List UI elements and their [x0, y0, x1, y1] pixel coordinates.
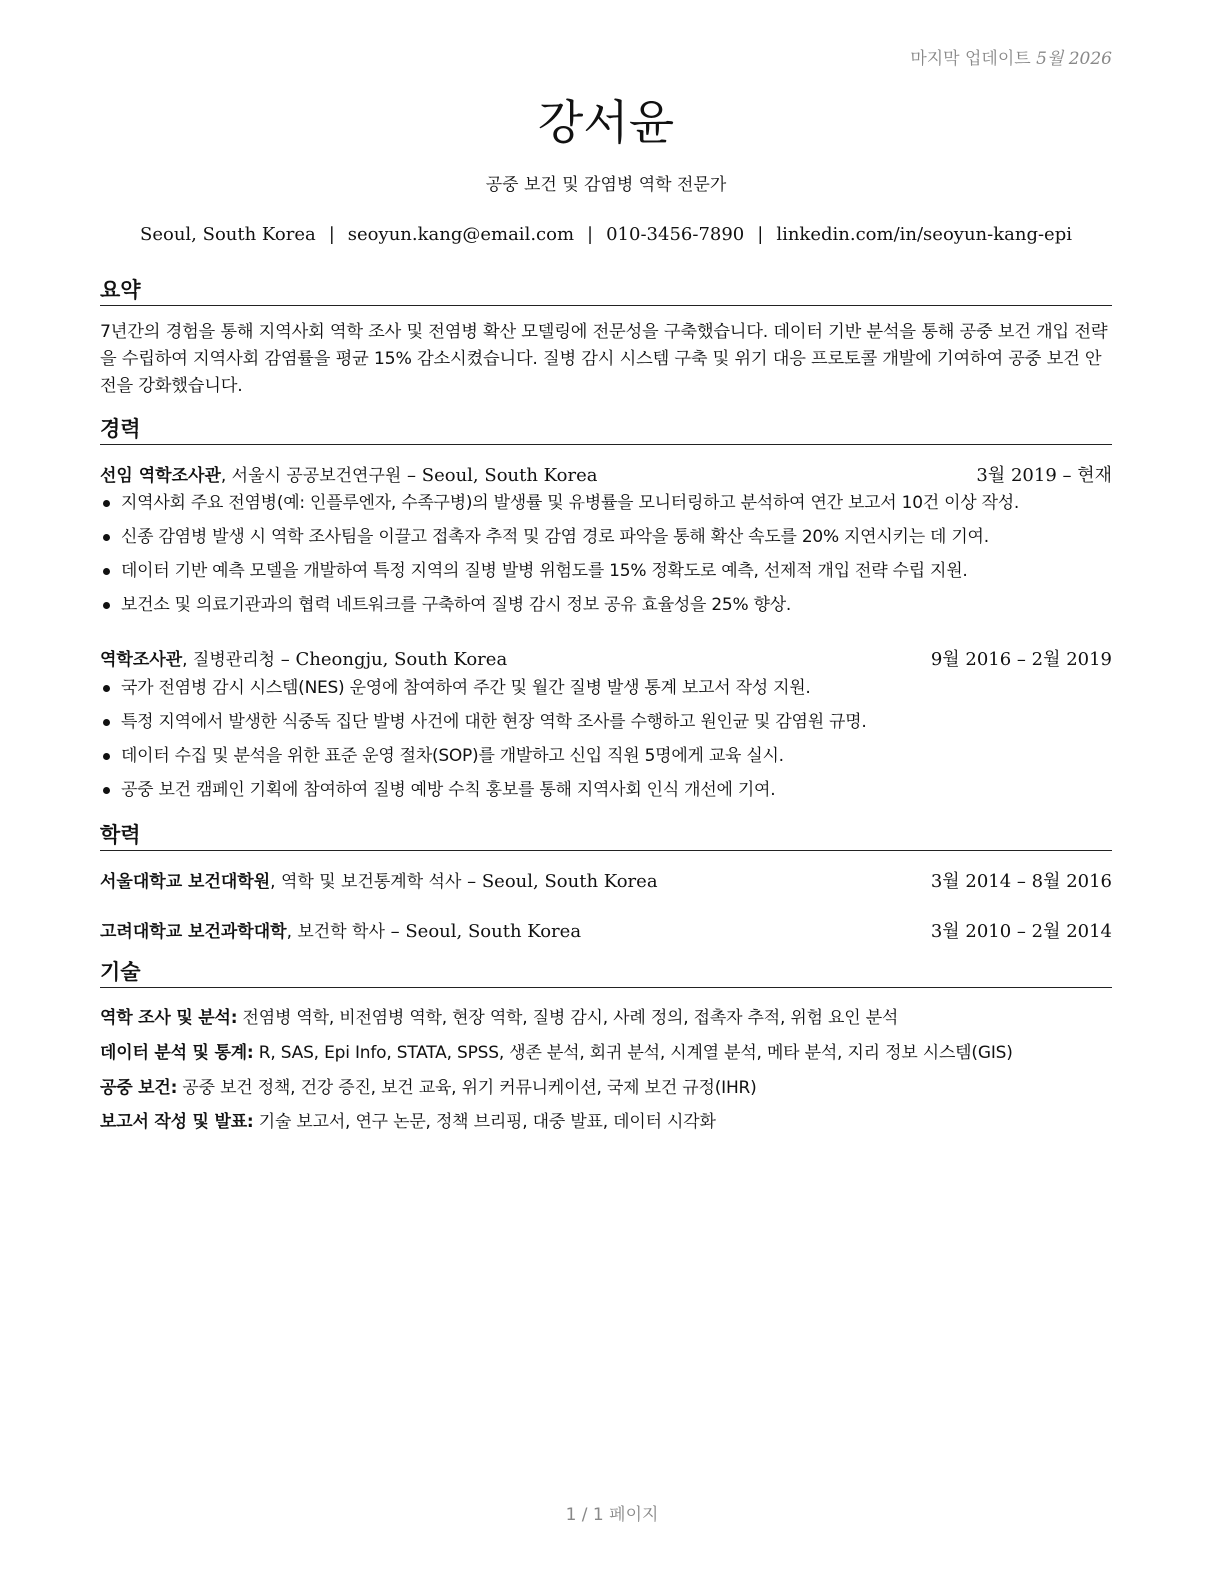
job-location: – Seoul, South Korea: [401, 465, 598, 486]
contact-location: Seoul, South Korea: [140, 224, 316, 245]
page-indicator: 1 / 1 페이지: [565, 1505, 659, 1525]
last-updated: [910, 44, 1112, 69]
education-degree: , 보건학 학사: [286, 922, 385, 942]
contact-email[interactable]: seoyun.kang@email.com: [347, 224, 575, 245]
education-dates: 3월 2014 – 8월 2016: [930, 871, 1112, 892]
job-org: , 서울시 공공보건연구원: [220, 466, 402, 486]
skill-value: 전염병 역학, 비전염병 역학, 현장 역학, 질병 감시, 사례 정의, 접촉자 추적, 위험 요인 분석: [237, 1008, 899, 1028]
contact-line: [100, 224, 1112, 245]
section-title-summary: 요약: [100, 277, 1112, 306]
job-dates: 3월 2019 – 현재: [976, 465, 1112, 486]
job-org: , 질병관리청: [182, 650, 276, 670]
education-entry: [100, 917, 1112, 943]
skill-line: [100, 1073, 1112, 1098]
contact-separator: |: [328, 224, 335, 245]
education-degree: , 역학 및 보건통계학 석사: [270, 872, 462, 892]
skill-line: [100, 1038, 1112, 1063]
job-header: [100, 461, 1112, 487]
job-bullet: 신종 감염병 발생 시 역학 조사팀을 이끌고 접촉자 추적 및 감염 경로 파악을 통해 확산 속도를 20% 지연시키는 데 기여.: [100, 524, 1130, 558]
skill-value: 기술 보고서, 연구 논문, 정책 브리핑, 대중 발표, 데이터 시각화: [253, 1112, 716, 1132]
skill-label: 데이터 분석 및 통계:: [100, 1043, 254, 1063]
job-bullet: 특정 지역에서 발생한 식중독 집단 발병 사건에 대한 현장 역학 조사를 수행하고 원인균 및 감염원 규명.: [100, 709, 1130, 743]
section-title-skills: 기술: [100, 959, 1112, 988]
job-dates: 9월 2016 – 2월 2019: [930, 649, 1112, 670]
education-dates: 3월 2010 – 2월 2014: [930, 921, 1112, 942]
contact-separator: |: [757, 224, 764, 245]
education-location: – Seoul, South Korea: [384, 921, 582, 942]
job-bullet: 데이터 수집 및 분석을 위한 표준 운영 절차(SOP)를 개발하고 신입 직원 5명에게 교육 실시.: [100, 743, 1130, 777]
education-school: 고려대학교 보건과학대학: [100, 922, 287, 942]
skill-label: 역학 조사 및 분석:: [100, 1008, 238, 1028]
job-role: 역학조사관: [100, 650, 183, 670]
job-role: 선임 역학조사관: [100, 466, 221, 486]
job-header: [100, 645, 1112, 671]
job-location: – Cheongju, South Korea: [275, 649, 508, 670]
skill-line: [100, 1107, 1112, 1132]
skill-value: R, SAS, Epi Info, STATA, SPSS, 생존 분석, 회귀 분석, 시계열 분석, 메타 분석, 지리 정보 시스템(GIS): [253, 1043, 1013, 1063]
job-bullet: 국가 전염병 감시 시스템(NES) 운영에 참여하여 주간 및 월간 질병 발생 통계 보고서 작성 지원.: [100, 675, 1130, 709]
job-bullets: [100, 490, 1130, 626]
section-title-education: 학력: [100, 822, 1112, 851]
contact-separator: |: [587, 224, 594, 245]
skill-label: 보고서 작성 및 발표:: [100, 1112, 254, 1132]
job-bullet: 공중 보건 캠페인 기획에 참여하여 질병 예방 수칙 홍보를 통해 지역사회 인식 개선에 기여.: [100, 777, 1130, 811]
contact-phone: 010-3456-7890: [606, 224, 745, 245]
candidate-name: 강서윤: [537, 96, 675, 151]
last-updated-date: 5월 2026: [1036, 49, 1112, 69]
summary-text: 7년간의 경험을 통해 지역사회 역학 조사 및 전염병 확산 모델링에 전문성을 구축했습니다. 데이터 기반 분석을 통해 공중 보건 개입 전략을 수립하여 지역사회 감염률을 평균 15% 감소시켰습니다. 질병 감시 시스템 구축 및 위기 대응 프로토콜 개발에 기여하여 공중 보건 안전을 강화했습니다.: [100, 322, 1108, 396]
education-entry: [100, 867, 1112, 893]
candidate-tagline: 공중 보건 및 감염병 역학 전문가: [485, 175, 727, 195]
job-bullet: 보건소 및 의료기관과의 협력 네트워크를 구축하여 질병 감시 정보 공유 효율성을 25% 향상.: [100, 592, 1130, 626]
job-bullets: [100, 675, 1130, 811]
education-school: 서울대학교 보건대학원: [100, 872, 271, 892]
last-updated-label: 마지막 업데이트: [910, 49, 1031, 69]
skill-label: 공중 보건:: [100, 1078, 178, 1098]
job-bullet: 데이터 기반 예측 모델을 개발하여 특정 지역의 질병 발병 위험도를 15% 정확도로 예측, 선제적 개입 전략 수립 지원.: [100, 558, 1130, 592]
section-title-experience: 경력: [100, 416, 1112, 445]
skill-line: [100, 1003, 1112, 1028]
contact-linkedin[interactable]: linkedin.com/in/seoyun-kang-epi: [776, 224, 1072, 245]
skill-value: 공중 보건 정책, 건강 증진, 보건 교육, 위기 커뮤니케이션, 국제 보건 규정(IHR): [177, 1078, 757, 1098]
education-location: – Seoul, South Korea: [461, 871, 658, 892]
job-bullet: 지역사회 주요 전염병(예: 인플루엔자, 수족구병)의 발생률 및 유병률을 모니터링하고 분석하여 연간 보고서 10건 이상 작성.: [100, 490, 1130, 524]
